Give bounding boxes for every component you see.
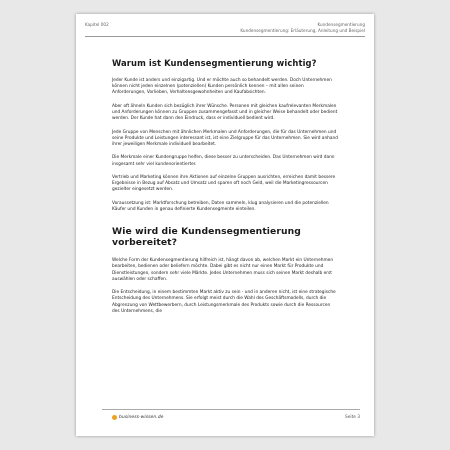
header-divider — [85, 36, 365, 37]
chapter-label: Kapitel 002 — [85, 22, 109, 27]
paragraph: Die Entscheidung, in einem bestimmten Markt aktiv zu sein - und in anderen nicht, ist eine strategische Entscheidung des Unternehmens. Sie erfolgt meist durch die Wahl des Geschäftsmodells, durch die Abgrenzung von Wettbewerbern, durch Leistungsmerkmale des Produkts sowie durch die Ressourcen des Unternehmens, die — [112, 290, 336, 314]
section-heading-2: Wie wird die Kundensegmentierung vorbereitet? — [112, 226, 301, 249]
paragraph: Aber oft ähneln Kunden sich bezüglich ihrer Wünsche. Personen mit gleichen kaufrelevanten Merkmalen und Anforderungen können zu Gruppen zusammengefasst und in gleicher Weise behandelt oder bedient werden. Der Kunde hat dann den Eindruck, dass er individuell bedient wird. — [112, 103, 338, 122]
page-content — [112, 58, 338, 322]
page-number: Seite 3 — [345, 415, 360, 420]
paragraph: Voraussetzung ist: Marktforschung betreiben, Daten sammeln, klug analysieren und die potenziellen Käufer und Kunden in genau definierte Kundensegmente einteilen. — [112, 200, 329, 212]
header-subtitle: Kundensegmentierung: Erläuterung, Anleitung und Beispiel — [240, 27, 365, 33]
paragraph: Jeder Kunde ist anders und einzigartig. Und er möchte auch so behandelt werden. Doch Unternehmen können nicht jeden einzelnen (potenziellen) Kunden persönlich kennen – mit allen seinen Anforderungen, Vorlieben, Verhaltensgewohnheiten und Kaufabsichten. — [112, 78, 332, 96]
footer-divider — [102, 409, 360, 410]
section-heading-1: Warum ist Kundensegmentierung wichtig? — [112, 58, 317, 68]
paragraph: Die Merkmale einer Kundengruppe helfen, diese besser zu unterscheiden. Das Unternehmen wird dann insgesamt sehr viel kundenorientierter. — [112, 155, 335, 167]
header-title: Kundensegmentierung — [317, 22, 365, 27]
footer-logo — [112, 415, 163, 420]
paragraph: Jede Gruppe von Menschen mit ähnlichen Merkmalen und Anforderungen, die für das Unternehmen und seine Produkte und Leistungen interessant ist, ist eine Zielgruppe für das Unternehmen. Sie wird anhand ihrer jeweiligen Merkmale individuell bearbeitet. — [112, 129, 338, 147]
header-title-block — [240, 22, 365, 33]
logo-dot-icon — [112, 415, 117, 420]
paragraph: Vertrieb und Marketing können ihre Aktionen auf einzelne Gruppen ausrichten, erreichen damit bessere Ergebnisse in Bezug auf Absatz und Umsatz und sparen oft noch Geld, weil die Marketingressourcen gezielter eingesetzt werden. — [112, 174, 336, 193]
logo-text: business-wissen.de — [119, 415, 164, 420]
paragraph: Welche Form der Kundensegmentierung hilfreich ist, hängt davon ab, welchen Markt ein Unternehmen bearbeiten, bedienen oder beliefern möchte. Dabei gibt es nicht nur einen Markt für Produkte und Dienstleistungen, sondern sehr viele Märkte. Jedes Unternehmen muss sich seinen Markt deshalb erst auswählen oder schaffen. — [112, 258, 334, 282]
document-page — [76, 14, 374, 436]
